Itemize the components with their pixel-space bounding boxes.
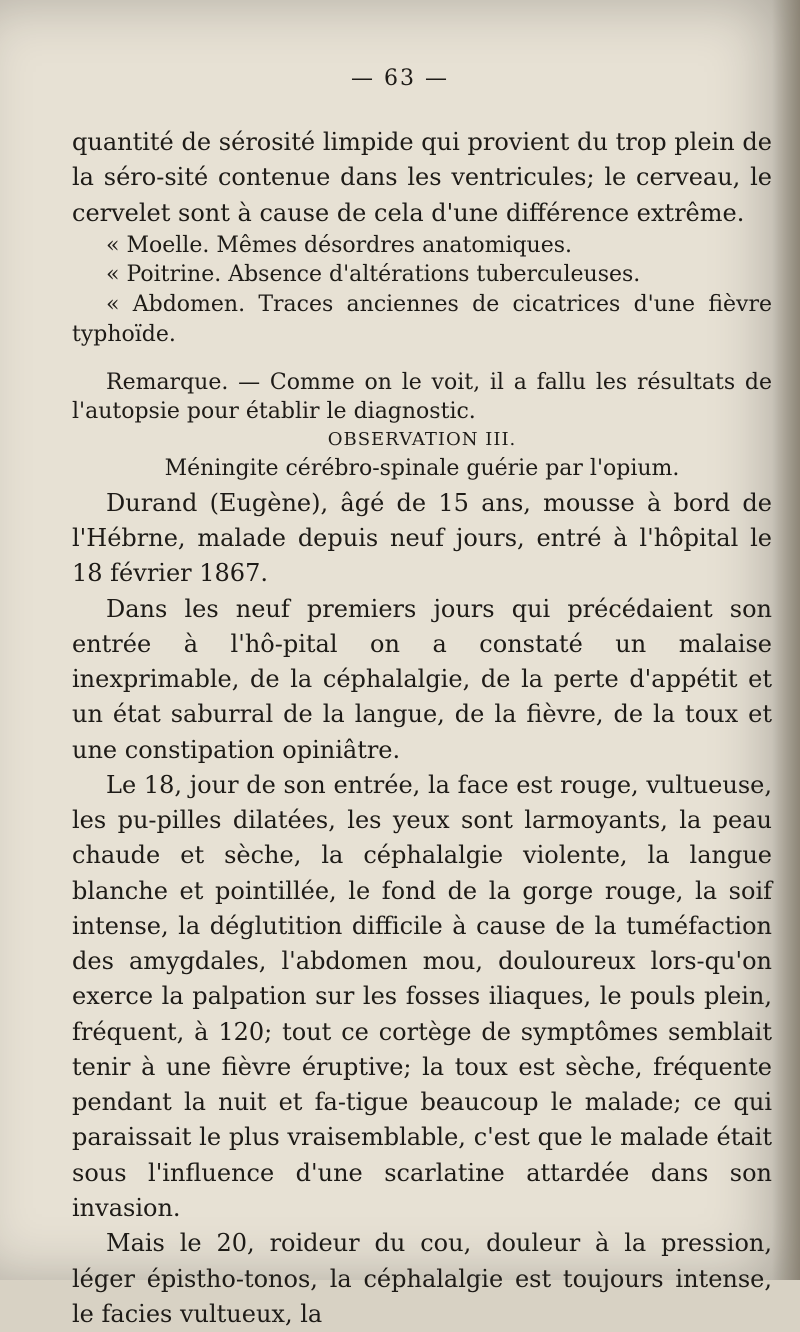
paragraph-poitrine: « Poitrine. Absence d'altérations tuberculeuses. — [106, 262, 641, 288]
observation-subtitle: Méningite cérébro-spinale guérie par l'opium. — [164, 456, 680, 482]
paragraph-moelle: « Moelle. Mêmes désordres anatomiques. — [106, 232, 573, 258]
page-number: — 63 — — [351, 66, 449, 91]
paragraph-durand: Durand (Eugène), âgé de 15 ans, mousse à bord de l'Hébrne, malade depuis neuf jours, entré à l'hôpital le 18 février 1867. — [72, 488, 772, 588]
observation-title: OBSERVATION III. — [327, 428, 517, 450]
paragraph-neuf-jours: Dans les neuf premiers jours qui précédaient son entrée à l'hô-pital on a constaté un malaise inexprimable, de la céphalalgie, de la perte d'appétit et un état saburral de la langue, de la fièvre, de la toux et une constipation opiniâtre. — [72, 594, 772, 764]
paragraph-remarque: Remarque. — Comme on le voit, il a fallu les résultats de l'autopsie pour établir le diagnostic. — [72, 369, 772, 425]
paragraph-le-20: Mais le 20, roideur du cou, douleur à la pression, léger épistho-tonos, la céphalalgie est toujours intense, le facies vultueux, la — [72, 1229, 772, 1328]
paragraph-le-18: Le 18, jour de son entrée, la face est rouge, vultueuse, les pu-pilles dilatées, les yeux sont larmoyants, la peau chaude et sèche, la céphalalgie violente, la langue blanche et pointillée, le fond de la gorge rouge, la soif intense, la déglutition difficile à cause de la tuméfaction des amygdales, l'abdomen mou, douloureux lors-qu'on exerce la palpation sur les fosses iliaques, le pouls plein, fréquent, à 120; tout ce cortège de symptômes semblait tenir à une fièvre éruptive; la toux est sèche, fréquente pendant la nuit et fa-tigue beaucoup le malade; ce qui paraissait le plus vraisemblable, c'est que le malade était sous l'influence d'une scarlatine attardée dans son invasion. — [72, 770, 772, 1223]
paragraph-serosite: quantité de sérosité limpide qui provient du trop plein de la séro-sité contenue dans les ventricules; le cerveau, le cervelet sont à cause de cela d'une différence extrême. — [72, 128, 772, 227]
paragraph-abdomen: « Abdomen. Traces anciennes de cicatrices d'une fièvre typhoïde. — [72, 292, 772, 347]
spacer — [72, 350, 772, 368]
page-body — [72, 125, 772, 1332]
page-edge-shadow — [772, 0, 800, 1280]
